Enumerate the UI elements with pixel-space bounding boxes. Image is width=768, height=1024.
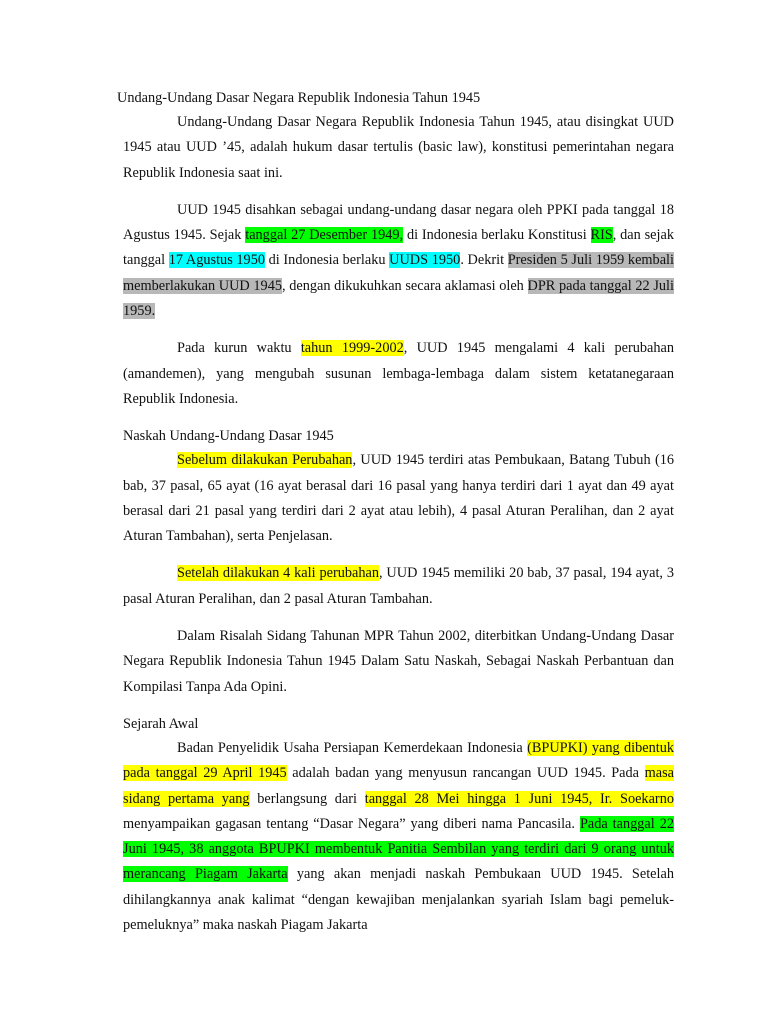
text-segment: Undang-Undang Dasar Negara Republik Indonesia Tahun 1945, atau disingkat UUD 1945 atau UUD ’45, adalah hukum dasar tertulis (basic law), konstitusi pemerintahan negara Republik Indonesia saat ini.: [123, 114, 674, 181]
text-segment: , UUD 1945 memiliki 20 bab, 37 pasal, 194 ayat, 3 pasal Aturan Peralihan, dan 2 pasal Aturan Tambahan.: [123, 565, 675, 607]
highlighted-text: RIS: [590, 227, 613, 244]
text-segment: di Indonesia berlaku: [265, 252, 390, 269]
text-segment: adalah badan yang menyusun rancangan UUD 1945. Pada: [286, 765, 645, 782]
highlighted-text: (BPUPKI) yang dibentuk pada tanggal 29 April 1945: [123, 739, 674, 782]
text-segment: di Indonesia berlaku Konstitusi: [403, 227, 591, 244]
highlighted-text: Setelah dilakukan 4 kali perubahan: [177, 565, 379, 582]
highlighted-text: tahun 1999-2002: [300, 340, 404, 357]
highlighted-text: DPR pada tanggal 22 Juli 1959.: [123, 277, 674, 320]
text-segment: yang akan menjadi naskah Pembukaan UUD 1945. Setelah dihilangkannya anak kalimat “dengan kewajiban menjalankan syariah Islam bagi pemeluk-pemeluknya” maka naskah Piagam Jakarta: [123, 866, 674, 934]
paragraph-after-amendment: [123, 561, 674, 612]
highlighted-text: UUDS 1950: [389, 252, 461, 269]
text-segment: berlangsung dari: [249, 790, 365, 807]
paragraph-risalah: [123, 624, 674, 700]
paragraph-bpupki: [123, 736, 674, 938]
text-segment: menyampaikan gagasan tentang “Dasar Negara” yang diberi nama Pancasila.: [123, 815, 580, 832]
section-heading-sejarah: Sejarah Awal: [123, 715, 199, 732]
section-heading-naskah: Naskah Undang-Undang Dasar 1945: [123, 428, 334, 445]
highlighted-text: Sebelum dilakukan Perubahan: [177, 452, 353, 469]
paragraph-amendments: [123, 336, 674, 412]
text-segment: . Dekrit: [460, 252, 508, 269]
highlighted-text: masa sidang pertama yang: [123, 765, 674, 807]
main-heading: Undang-Undang Dasar Negara Republik Indonesia Tahun 1945: [117, 90, 481, 106]
text-segment: Dalam Risalah Sidang Tahunan MPR Tahun 2002, diterbitkan Undang-Undang Dasar Negara Republik Indonesia Tahun 1945 Dalam Satu Naskah, Sebagai Naskah Perbantuan dan Kompilasi Tanpa Ada Opini.: [123, 628, 674, 695]
paragraph-history-constitutions: [123, 198, 674, 324]
text-segment: , UUD 1945 terdiri atas Pembukaan, Batang Tubuh (16 bab, 37 pasal, 65 ayat (16 ayat berasal dari 16 pasal yang hanya terdiri dari 1 ayat dan 49 ayat berasal dari 21 pasal yang terdiri dari 2 ayat atau lebih), 4 pasal Aturan Peralihan, dan 2 ayat Aturan Tambahan), serta Penjelasan.: [123, 452, 674, 545]
text-segment: UUD 1945 disahkan sebagai undang-undang dasar negara oleh PPKI pada tanggal 18 Agustus 1945. Sejak: [123, 201, 674, 244]
highlighted-text: Presiden 5 Juli 1959 kembali memberlakukan UUD 1945: [123, 252, 674, 294]
text-segment: Pada kurun waktu: [177, 340, 301, 357]
highlighted-text: 17 Agustus 1950: [168, 252, 265, 269]
paragraph-before-amendment: [123, 448, 674, 549]
text-segment: , UUD 1945 mengalami 4 kali perubahan (amandemen), yang mengubah susunan lembaga-lembaga dalam sistem ketatanegaraan Republik Indonesia.: [123, 340, 674, 407]
text-segment: Badan Penyelidik Usaha Persiapan Kemerdekaan Indonesia: [177, 739, 528, 756]
paragraph-definition: [123, 110, 674, 186]
highlighted-text: tanggal 28 Mei hingga 1 Juni 1945, Ir. Soekarno: [364, 790, 674, 807]
text-segment: , dan sejak tanggal: [123, 227, 674, 269]
text-segment: , dengan dikukuhkan secara aklamasi oleh: [282, 277, 528, 294]
highlighted-text: tanggal 27 Desember 1949,: [245, 227, 404, 244]
highlighted-text: Pada tanggal 22 Juni 1945, 38 anggota BPUPKI membentuk Panitia Sembilan yang terdiri dari 9 orang untuk merancang Piagam Jakarta: [123, 815, 674, 883]
